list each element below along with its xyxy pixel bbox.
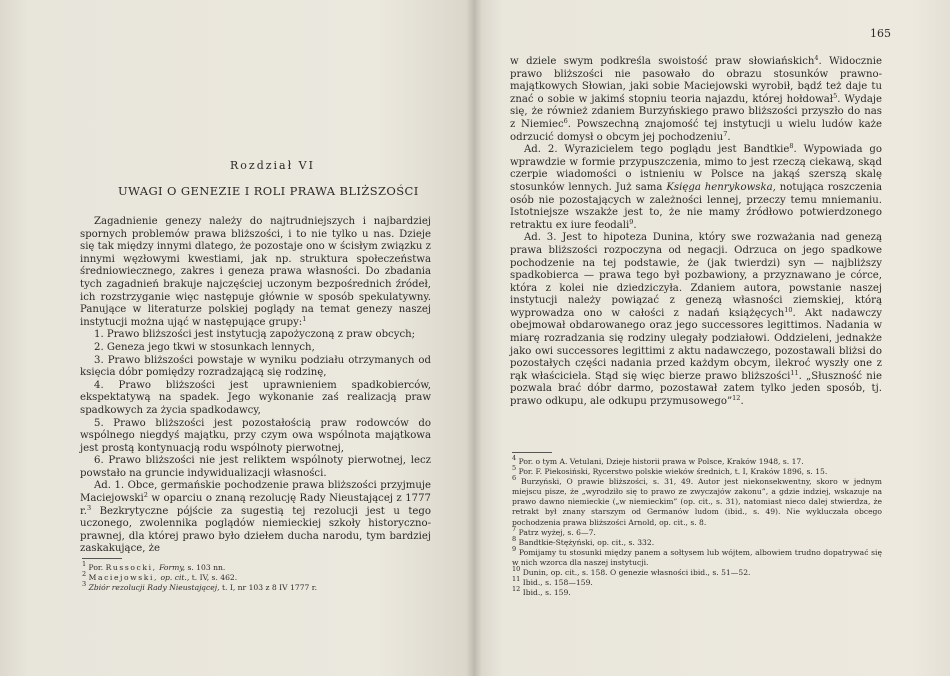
footnote — [512, 524, 882, 538]
footnote-text: Pomijamy tu stosunki między panem a sołtysem lub wójtem, albowiem trudno dopatrywać się w nich wzorca dla naszej instytucji. — [512, 547, 882, 567]
footnote — [512, 454, 882, 467]
right-page — [474, 0, 950, 676]
footnote-ref[interactable]: 3 — [86, 503, 92, 512]
footnote-ref[interactable]: 11 — [790, 368, 799, 377]
footnote-title: Formy, — [159, 563, 186, 572]
footnote-number: 10 — [512, 565, 521, 574]
footnote — [82, 570, 432, 583]
footnote-title: op. cit., — [160, 573, 190, 583]
footnote — [512, 544, 882, 568]
footnote-ref[interactable]: 8 — [789, 142, 794, 151]
footnote: $^1$ Por. Russocki, Formy, s. 103 nn. — [82, 560, 226, 572]
footnote-title: Zbiór rezolucji Rady Nieustającej, — [88, 583, 220, 593]
footnote-number: 6 — [512, 474, 517, 483]
paragraph-intro — [80, 216, 431, 329]
footnote-rest: t. I, nr 103 z 8 IV 1777 r. — [221, 583, 318, 593]
list-item: 5. Prawo bliższości jest pozostałością praw rodowców do wspólnego niegdyś majątku, przy czym owa wspólnota majątkowa jest prostą kontynuacją rodu wspólnoty pierwotnej, — [80, 417, 431, 454]
footnote-ref[interactable]: 9 — [629, 217, 634, 226]
paragraph-ad2: Ad. 2. Wyrazicielem tego poglądu jest Bandtkie$^8$. Wypowiada go wprawdzie w formie przypuszczenia, mimo to jest rzeczą ciekawą, skąd czerpie wiadomości o istnieniu w Polsce na jakąś szerszą skalę stosunków lennych. Już sama Księga henrykowska, notująca roszczenia osób nie pozostających w zależności lennej, przeczy temu mniemaniu. Istotniejsze wszakże jest to, że nie mamy źródłowo potwierdzonego retraktu ex iure feodali$^9$. — [510, 142, 883, 231]
footnote-rest: t. IV, s. 462. — [191, 573, 238, 583]
footnote-ref[interactable]: 4 — [814, 54, 819, 62]
footnote-ref[interactable]: 7 — [723, 129, 728, 138]
footnote-number: 8 — [512, 534, 517, 543]
footnote-number: 7 — [512, 524, 517, 533]
left-body — [80, 216, 431, 556]
paragraph-text: . Wydaje się, że również zdaniem Burzyńskiego prawo bliższości przyszło do nas z Niemiec — [510, 93, 882, 130]
footnote — [512, 534, 882, 548]
paragraph-text: Ad. 3. Jest to hipoteza Dunina, który swe rozważania nad genezą prawa bliższości rozpoczyna od negacji. Odrzuca on jego spadkowe pochodzenie na tej podstawie, że (jak twierdzi) syn — najbliższy spadkobierca — prawa tego był pozbawiony, a przyznawano je córce, która z kolei nie dziedziczyła. Zdaniem autora, powstanie naszej instytucji należy powiązać z genezą własności ziemskiej, którą wyprowadza ono w całości z nadań książęcych — [510, 232, 882, 319]
paragraph-text: Ad. 2. Wyrazicielem tego poglądu jest Bandtkie — [524, 144, 790, 156]
footnote-text: Por. F. Piekosiński, Rycerstwo polskie wieków średnich, t. I, Kraków 1896, s. 15. — [518, 467, 828, 477]
paragraph-text: . „Słuszność nie pozwala brać dóbr darmo, pozostawał zatem tylko jeden sposób, tj. prawo odkupu, ale odkupu przymusowego” — [510, 370, 882, 408]
paragraph-ad3: Ad. 3. Jest to hipoteza Dunina, który swe rozważania nad genezą prawa bliższości rozpoczyna od negacji. Odrzuca on jego spadkowe pochodzenie na tej podstawie, że (jak twierdzi) syn — najbliższy spadkobierca — prawa tego był pozbawiony, a przyznawano je córce, która z kolei nie dziedziczyła. Zdaniem autora, powstanie naszej instytucji należy powiązać z genezą własności ziemskiej, którą wyprowadza ono w całości z nadań książęcych$^{10}$. Akt nadawczy obejmował obdarowanego oraz jego successores legittimos. Nadania w miarę rozradzania się rodziny ulegały podziałowi. Oddzieleni, jednakże jako owi successores legittimi z aktu nadawczego, pozostawali bliżsi do pozostałych części nadania przed każdym obcym, ilekroć wyszły one z rąk właściciela. Stąd się więc bierze prawo bliższości$^{11}$. „Słuszność nie pozwala brać dóbr darmo, pozostawał zatem tylko jeden sposób, tj. prawo odkupu, ale odkupu przymusowego”$^{12}$. — [510, 232, 883, 408]
paragraph-text: . Wypowiada go wprawdzie w formie przypuszczenia, mimo to jest rzeczą ciekawą, skąd czerpie wiadomości o istnieniu w Polsce na jakąś szerszą skalę stosunków lennych. Już sama — [510, 144, 882, 193]
footnote-text: Bandtkie-Stężyński, op. cit., s. 332. — [518, 537, 655, 547]
paragraph-text: Ad. 1. Obce, germańskie pochodzenie prawa bliższości przyjmuje Maciejowski — [80, 480, 431, 505]
paragraph-text: Zagadnienie genezy należy do najtrudniejszych i najbardziej spornych problemów prawa bliższości, i to nie tylko u nas. Dzieje się tak między innymi dlatego, że pozostaje ono w ścisłym związku z innymi węzłowymi kwestiami, jak np. struktura społeczeństwa średniowiecznego, zakres i geneza prawa własności. Do zbadania tych zagadnień brakuje najczęściej uczonym bezpośrednich źródeł, ich rozstrzyganie więc następuje głównie w sposób spekulatywny. Panujące w literaturze polskiej poglądy na temat genezy naszej instytucji można ująć w następujące grupy: — [80, 216, 431, 328]
left-footnotes — [82, 560, 432, 593]
footnote — [512, 464, 882, 477]
footnote-text: Por. o tym A. Vetulani, Dzieje historii prawa w Polsce, Kraków 1948, s. 17. — [518, 457, 804, 466]
footnote-text: Dunin, op. cit., s. 158. O genezie własności ibid., s. 51—52. — [522, 568, 751, 578]
footnote — [82, 580, 432, 593]
footnote-text: Patrz wyżej, s. 6—7. — [518, 527, 596, 537]
list-item: 6. Prawo bliższości nie jest reliktem wspólnoty pierwotnej, lecz powstało na gruncie indywidualizacji własności. — [80, 455, 431, 479]
footnote-number: 1 — [82, 560, 87, 568]
paragraph-text: w oparciu o znaną rezolucję Rady Nieustającej z 1777 r. — [80, 493, 431, 517]
chapter-label: Rozdział VI — [230, 159, 315, 172]
footnote — [512, 565, 882, 578]
chapter-title: UWAGI O GENEZIE I ROLI PRAWA BLIŻSZOŚCI — [118, 184, 419, 198]
footnote-ref[interactable]: 2 — [143, 491, 148, 500]
list-item: 3. Prawo bliższości powstaje w wyniku podziału otrzymanych od księcia dóbr pomiędzy rozradzającą się rodzinę, — [80, 354, 431, 379]
footnote-ref[interactable]: 6 — [563, 116, 568, 125]
list-item: 4. Prawo bliższości jest uprawnieniem spadkobierców, ekspektatywą na spadek. Jego wykonanie zaś realizacją praw spadkowych za życia spadkodawcy, — [80, 379, 431, 416]
book-gutter — [466, 0, 482, 676]
footnote-author: Russocki, — [105, 563, 157, 572]
right-footnotes — [512, 454, 882, 598]
book-title: Księga henrykowska, — [666, 181, 776, 193]
footnote-number: 3 — [82, 580, 87, 589]
paragraph-text: . Akt nadawczy obejmował obdarowanego oraz jego successores legittimos. Nadania w miarę rozradzania się rodziny ulegały podziałowi. Oddzieleni, jednakże jako owi successores legittimi z aktu nadawczego, pozostawali bliżsi do pozostałych części nadania przed każdym obcym, ilekroć wyszły one z rąk właściciela. Stąd się więc bierze prawo bliższości — [510, 307, 883, 382]
footnote-rest: s. 103 nn. — [187, 563, 226, 572]
right-body — [510, 56, 882, 409]
footnote-number: 2 — [82, 570, 87, 579]
page-number: 165 — [870, 27, 891, 40]
footnote-ref[interactable]: 5 — [833, 91, 838, 100]
footnote-number: 4 — [512, 454, 517, 462]
footnote — [512, 474, 882, 527]
paragraph-cont: w dziele swym podkreśla swoistość praw słowiańskich$^4$. Widocznie prawo bliższości nie pasowało do obrazu stosunków prawno-majątkowych Słowian, jaki sobie Maciejowski wyrobił, bądź też daje tu znać o sobie w jakimś stopniu teoria najazdu, której hołdował$^5$. Wydaje się, że również zdaniem Burzyńskiego prawo bliższości przyszło do nas z Niemiec$^6$. Powszechną znajomość tej instytucji u wielu ludów każe odrzucić domysł o obcym jej pochodzeniu$^7$. — [510, 54, 882, 143]
footnote-text: Ibid., s. 158—159. — [522, 578, 593, 588]
list-item: 1. Prawo bliższości jest instytucją zapożyczoną z praw obcych; — [94, 329, 416, 341]
paragraph-text: Bezkrytyczne pójście za sugestią tej rezolucji jest u tego uczonego, zwolennika poglądów niemieckiej szkoły historyczno-prawnej, dla której prawo było dziełem ducha narodu, tym bardziej zaskakujące, że — [80, 505, 431, 555]
footnote-rule — [512, 452, 552, 453]
footnote — [512, 575, 882, 588]
paragraph-ad1 — [80, 480, 431, 556]
list-item: 2. Geneza jego tkwi w stosunkach lennych, — [94, 341, 315, 353]
paragraph-text: w dziele swym podkreśla swoistość praw słowiańskich — [510, 56, 815, 67]
footnote-number: 9 — [512, 544, 517, 553]
footnote-author: Maciejowski, — [88, 573, 159, 583]
footnote — [512, 585, 882, 598]
footnote-ref[interactable]: 1 — [302, 314, 307, 323]
footnote-ref[interactable]: 12 — [732, 394, 741, 403]
footnote-number: 12 — [512, 585, 521, 594]
paragraph-text: notująca roszczenia osób nie pozostających w zależności lennej, przeczy temu mniemaniu. Istotniejsze wszakże jest to, że nie mamy źródłowo potwierdzonego retraktu ex iure feodali — [510, 181, 883, 231]
footnote-rule — [82, 558, 122, 559]
footnote-ref[interactable]: 10 — [784, 305, 793, 314]
left-page — [0, 0, 474, 676]
footnote-number: 11 — [512, 575, 521, 584]
paragraph-text: . Powszechną znajomość tej instytucji u wielu ludów każe odrzucić domysł o obcym jej pochodzeniu — [510, 118, 882, 143]
paragraph-text: . Widocznie prawo bliższości nie pasowało do obrazu stosunków prawno-majątkowych Słowian, jaki sobie Maciejowski wyrobił, bądź też daje tu znać o sobie w jakimś stopniu teoria najazdu, której hołdował — [510, 56, 882, 105]
footnote-text: Ibid., s. 159. — [522, 588, 571, 598]
footnote-number: 5 — [512, 464, 517, 473]
footnote-text: Burzyński, O prawie bliższości, s. 31, 49. Autor jest niekonsekwentny, skoro w jednym miejscu pisze, że „wyrodziło się to prawo ze zwyczajów zakonu”, a gdzie indziej, wskazuje na prawo dawno niemieckie („w niemieckim” (op. cit., s. 31), natomiast nieco dalej stwierdza, że retrakt był znany starszym od Germanów ludom (ibid., s. 49). Nie wykluczała obcego pochodzenia prawa bliższości Arnold, op. cit., s. 8. — [512, 477, 882, 527]
